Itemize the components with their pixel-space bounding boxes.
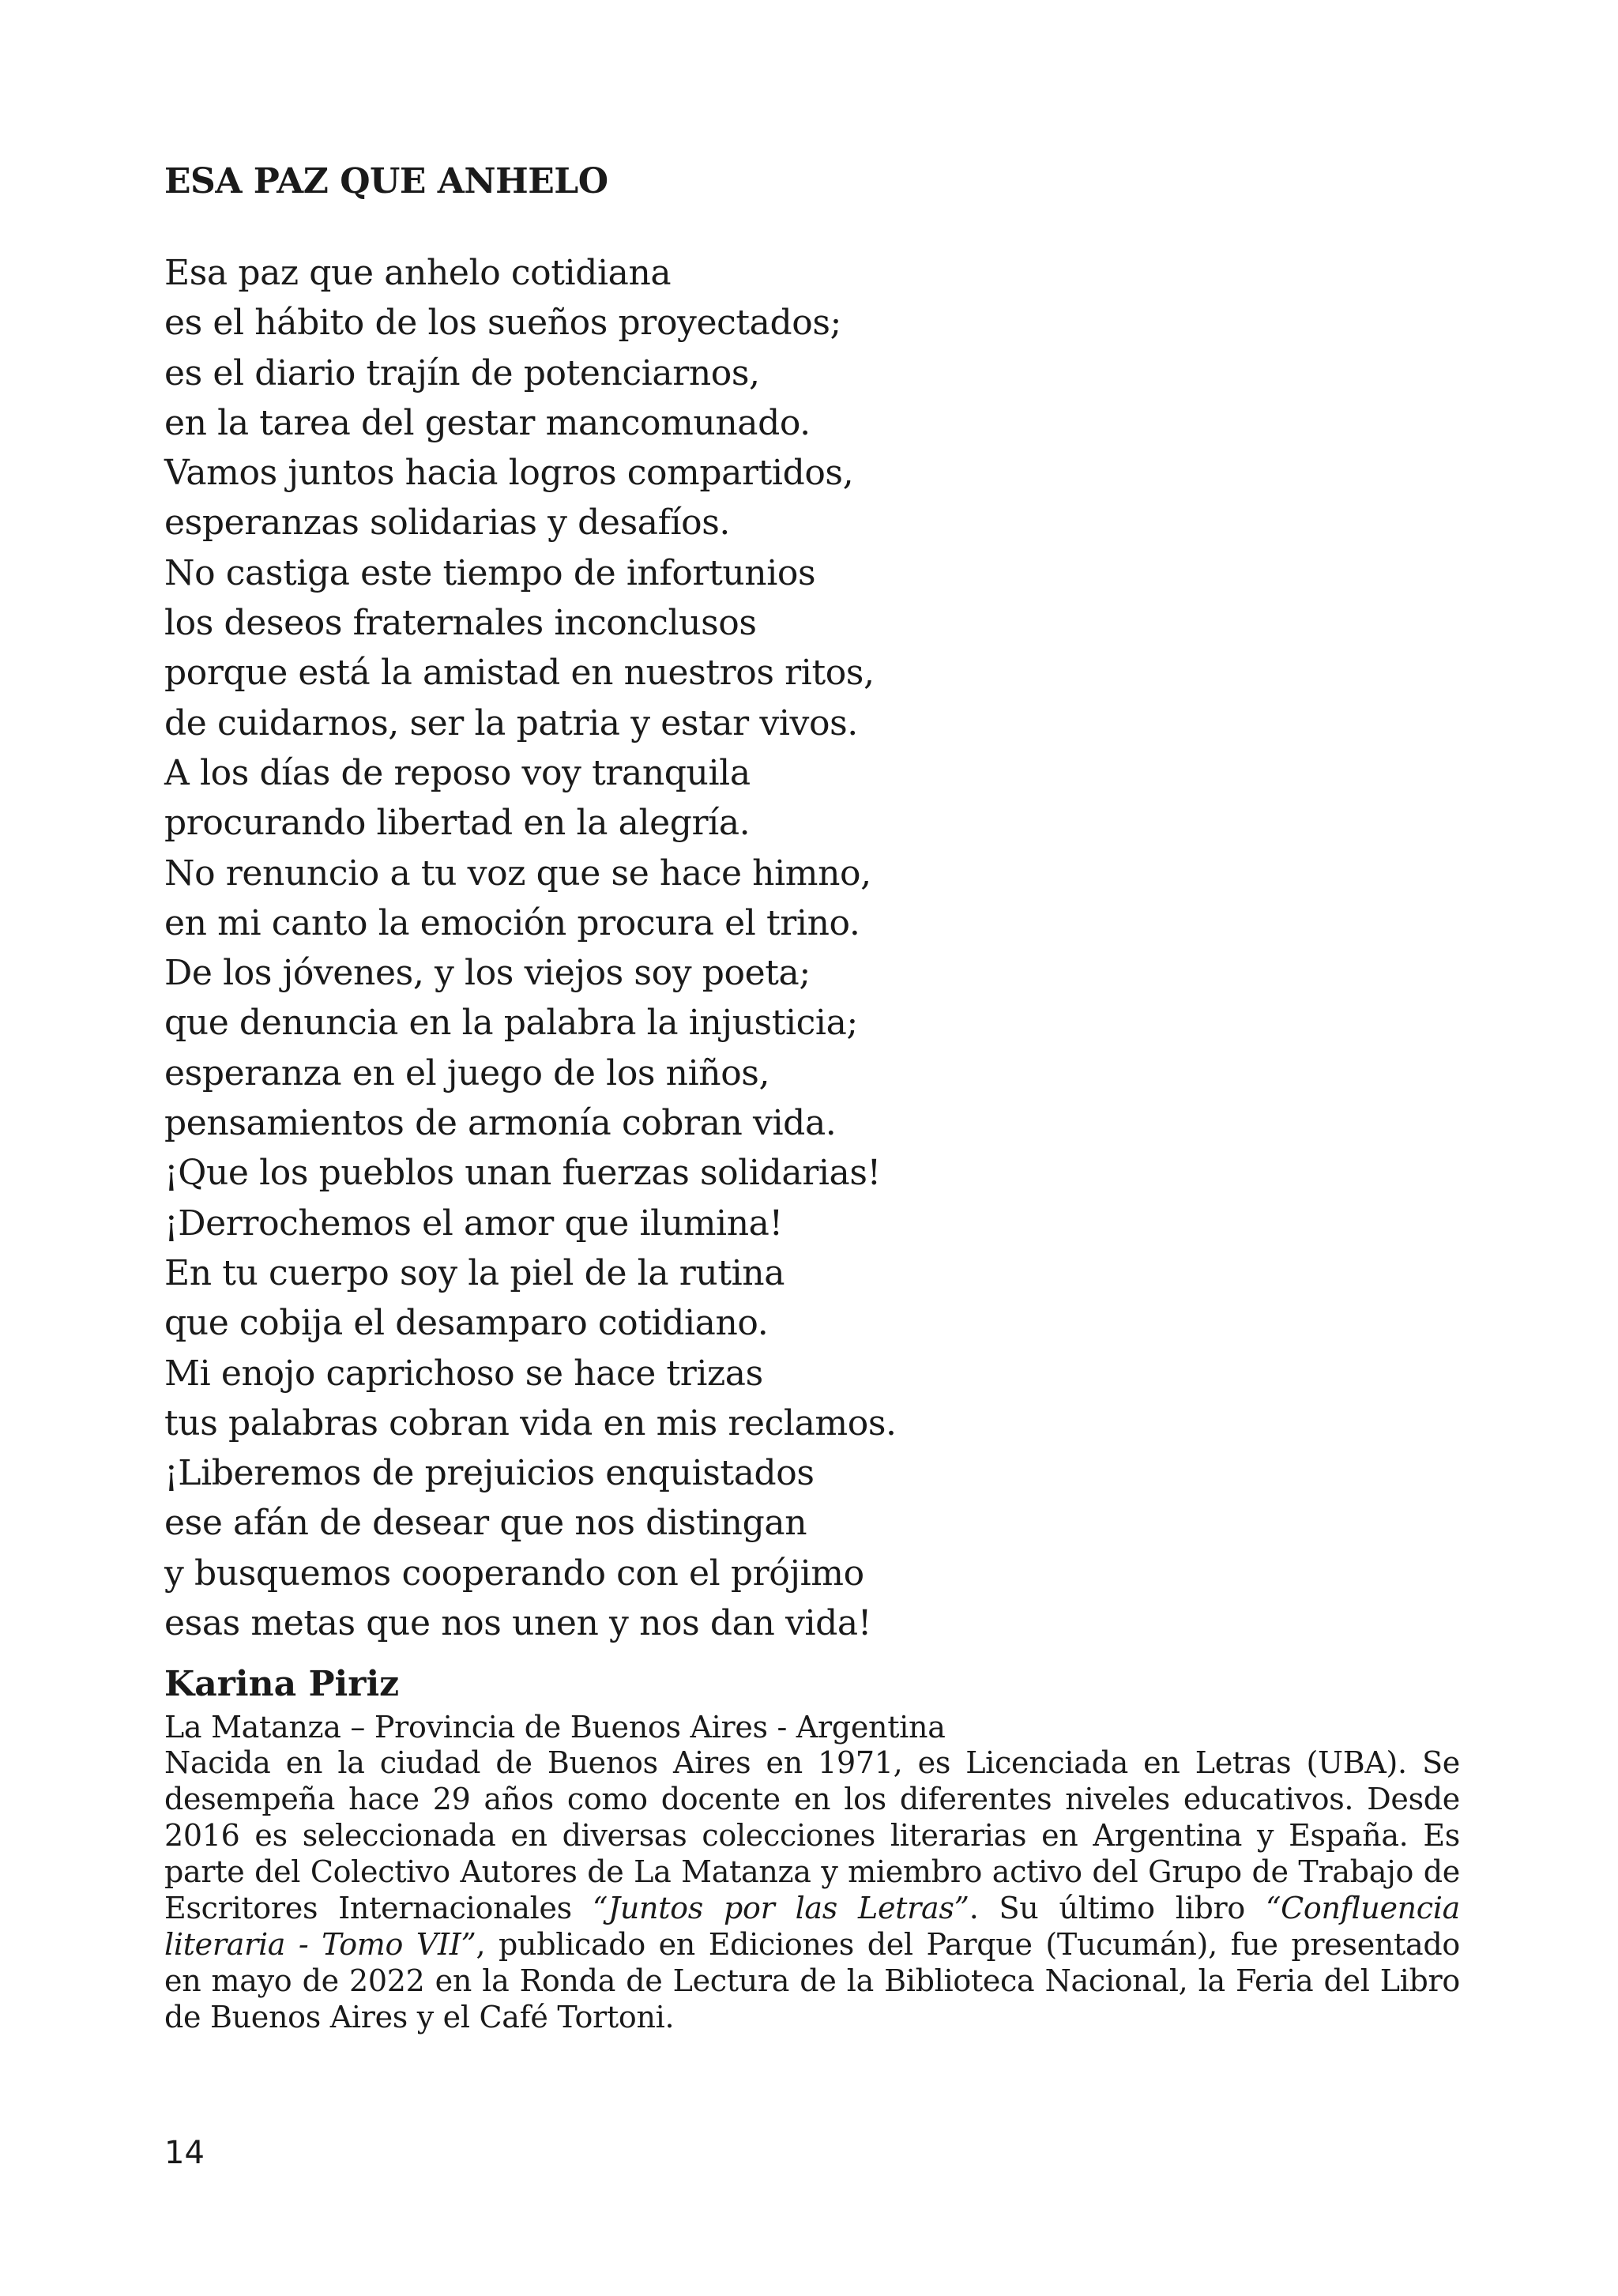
- bio-text: , publicado en Ediciones del Parque (Tucumán), fue presentado en mayo de 2022 en la Ronda de Lectura de la Biblioteca Nacional, la Feria del Libro de Buenos Aires y el Café Tortoni.: [164, 1927, 1460, 2034]
- poem-line: En tu cuerpo soy la piel de la rutina: [164, 1252, 785, 1293]
- poem-line: en la tarea del gestar mancomunado.: [164, 402, 811, 443]
- poem-title: ESA PAZ QUE ANHELO: [164, 161, 608, 201]
- poem-line: No renuncio a tu voz que se hace himno,: [164, 853, 871, 894]
- poem-line: ese afán de desear que nos distingan: [164, 1503, 807, 1544]
- poem-line: y busquemos cooperando con el prójimo: [164, 1553, 864, 1594]
- poem-line: Mi enojo caprichoso se hace trizas: [164, 1353, 763, 1394]
- poem-line: porque está la amistad en nuestros ritos,: [164, 653, 875, 694]
- poem-line: No castiga este tiempo de infortunios: [164, 552, 816, 593]
- poem-line: que denuncia en la palabra la injusticia;: [164, 1003, 858, 1044]
- poem-line: A los días de reposo voy tranquila: [164, 752, 751, 793]
- poem-line: es el hábito de los sueños proyectados;: [164, 303, 841, 344]
- poem-line: pensamientos de armonía cobran vida.: [164, 1103, 837, 1144]
- poem-line: ¡Derrochemos el amor que ilumina!: [164, 1203, 783, 1244]
- poem-line: esas metas que nos unen y nos dan vida!: [164, 1603, 871, 1644]
- author-location: La Matanza – Provincia de Buenos Aires - Argentina: [164, 1710, 946, 1745]
- poem-line: ¡Liberemos de prejuicios enquistados: [164, 1453, 815, 1494]
- author-bio: [164, 1745, 1460, 2035]
- bio-text: . Su último libro: [969, 1891, 1266, 1925]
- poem-line: procurando libertad en la alegría.: [164, 803, 751, 844]
- poem-line: Vamos juntos hacia logros compartidos,: [164, 453, 854, 494]
- poem-line: esperanza en el juego de los niños,: [164, 1052, 770, 1093]
- poem-line: de cuidarnos, ser la patria y estar vivos.: [164, 702, 858, 743]
- poem-line: los deseos fraternales inconclusos: [164, 603, 757, 644]
- author-name: Karina Piriz: [164, 1664, 400, 1704]
- bio-book-title: “Confluencia literaria - Tomo VII”: [164, 1891, 1460, 1962]
- poem-line: ¡Que los pueblos unan fuerzas solidarias!: [164, 1153, 881, 1194]
- bio-text: Nacida en la ciudad de Buenos Aires en 1971, es Licenciada en Letras (UBA). Se desempeña hace 29 años como docente en los diferentes niveles educativos. Desde 2016 es seleccionada en diversas colecciones literarias en Argentina y España. Es parte del Colectivo Autores de La Matanza y miembro activo del Grupo de Trabajo de Escritores Internacionales: [164, 1745, 1460, 1925]
- poem-line: Esa paz que anhelo cotidiana: [164, 253, 672, 293]
- poem-body: [164, 248, 897, 1648]
- bio-group-name: “Juntos por las Letras”: [592, 1891, 969, 1925]
- page-number: 14: [164, 2135, 205, 2171]
- poem-line: esperanzas solidarias y desafíos.: [164, 502, 731, 544]
- poem-line: De los jóvenes, y los viejos soy poeta;: [164, 953, 811, 994]
- poem-line: tus palabras cobran vida en mis reclamos.: [164, 1402, 897, 1443]
- poem-line: es el diario trajín de potenciarnos,: [164, 352, 760, 393]
- poem-line: en mi canto la emoción procura el trino.: [164, 902, 860, 943]
- poem-line: que cobija el desamparo cotidiano.: [164, 1303, 769, 1344]
